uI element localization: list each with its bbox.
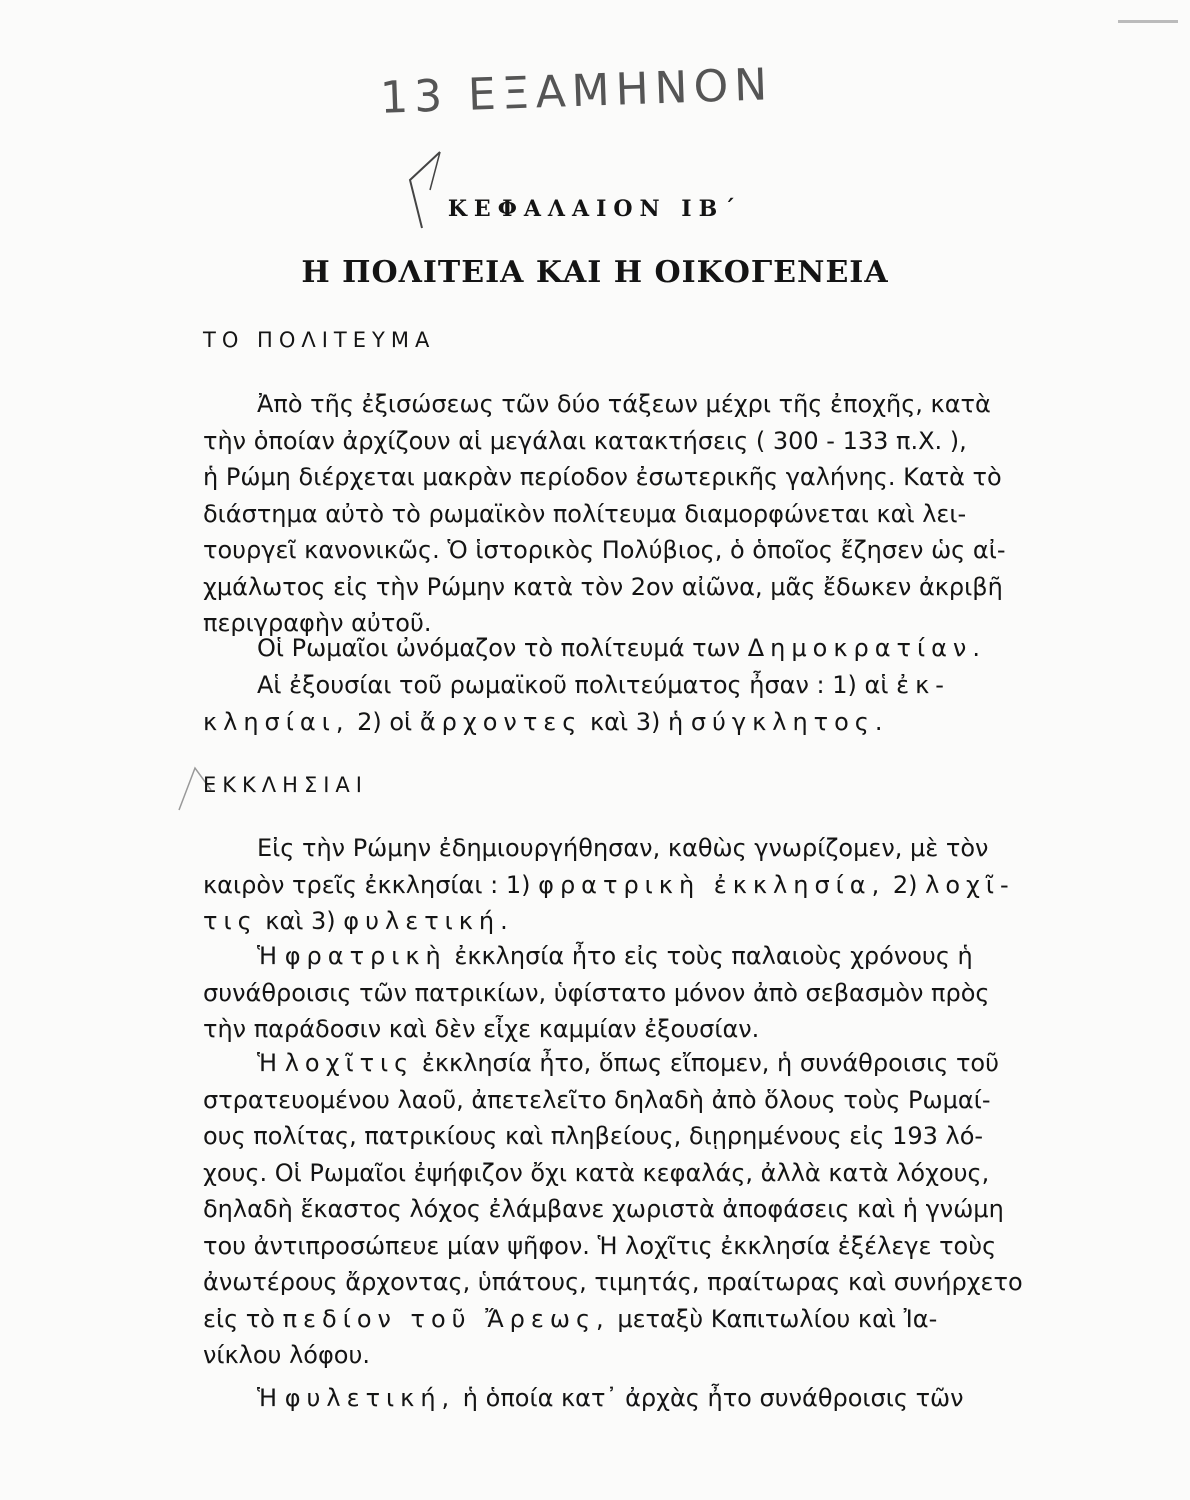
paragraph-5 [203,938,1063,1048]
text-line: του ἀντιπροσώπευε μίαν ψῆφον. Ἡ λοχῖτις ἐκκλησία ἐξέλεγε τοὺς [203,1231,997,1260]
text-run: Ἡ [257,942,278,970]
emphasis-term: ἄρχοντες [419,707,583,736]
emphasis-term: σύγκλητος. [690,707,889,736]
emphasis-term: λοχῖτις [284,1049,415,1077]
text-line: τὴν ὁποίαν ἀρχίζουν αἱ μεγάλαι κατακτήσεις ( 300 - 133 π.Χ. ), [203,426,967,455]
text-line: ἡ Ρώμη διέρχεται μακρὰν περίοδον ἐσωτερικῆς γαλήνης. Κατὰ τὸ [203,463,1002,491]
text-run: Αἱ ἐξουσίαι τοῦ ρωμαϊκοῦ πολιτεύματος ἦσαν : 1) [257,671,857,699]
text-line: ἀνωτέρους ἄρχοντας, ὑπάτους, τιμητάς, πραίτωρας καὶ συνήρχετο [203,1268,1023,1296]
handwritten-annotation: 13 ΕΞΑΜΗΝΟΝ [379,59,774,124]
text-run: καὶ 3) [265,907,336,935]
paragraph-3 [203,667,1063,740]
text-line: Ἀπὸ τῆς ἐξισώσεως τῶν δύο τάξεων μέχρι τῆς ἐποχῆς, κατὰ [257,390,991,418]
text-line: δηλαδὴ ἕκαστος λόχος ἐλάμβανε χωριστὰ ἀποφάσεις καὶ ἡ γνώμη [203,1195,1004,1223]
text-line: στρατευομένου λαοῦ, ἀπετελεῖτο δηλαδὴ ἀπὸ ὅλους τοὺς Ρωμαί- [203,1085,991,1114]
emphasis-term: λοχῖ- [925,870,1015,899]
text-line [203,704,1063,741]
emphasis-term: πεδίον τοῦ Ἄρεως, [282,1304,610,1333]
emphasis-term: Δημοκρατίαν. [747,634,986,662]
text-line: τὴν παράδοσιν καὶ δὲν εἶχε καμμίαν ἐξουσίαν. [203,1015,760,1043]
text-line: Εἰς τὴν Ρώμην ἐδημιουργήθησαν, καθὼς γνωρίζομεν, μὲ τὸν [257,834,989,862]
page-corner-mark [1108,0,1190,40]
text-run: 2) [892,870,918,899]
emphasis-term: φρατρικὴ ἐκκλησία, [538,870,886,899]
text-run: μεταξὺ Καπιτωλίου καὶ Ἰα- [617,1304,938,1333]
text-run: 2) οἱ [357,707,413,736]
text-run: ἡ ὁποία κατ᾽ ἀρχὰς ἦτο συνάθροισις τῶν [462,1384,964,1412]
text-line [203,1380,1063,1417]
text-line [203,867,1063,904]
text-run: αἱ [864,671,889,699]
text-line [203,903,1063,940]
text-line: περιγραφὴν αὐτοῦ. [203,609,432,637]
text-line: διάστημα αὐτὸ τὸ ρωμαϊκὸν πολίτευμα διαμορφώνεται καὶ λει- [203,499,967,528]
paragraph-6 [203,1045,1063,1374]
chapter-label: ΚΕΦΑΛΑΙΟΝ ΙΒ΄ [447,196,743,222]
emphasis-term: φρατρικὴ [284,942,447,970]
section-heading-politeuma: ΤΟ ΠΟΛΙΤΕΥΜΑ [203,328,436,352]
text-run: ἐκκλησία ἦτο εἰς τοὺς παλαιοὺς χρόνους ἡ [454,942,973,970]
paragraph-4 [203,830,1063,940]
paragraph-7 [203,1380,1063,1417]
text-line: συνάθροισις τῶν πατρικίων, ὑφίστατο μόνον ἀπὸ σεβασμὸν πρὸς [203,978,990,1007]
text-run: ἐκκλησία ἦτο, ὅπως εἴπομεν, ἡ συνάθροισις τοῦ [421,1049,999,1077]
emphasis-term: ἐκ- [896,671,950,699]
text-line: τουργεῖ κανονικῶς. Ὁ ἱστορικὸς Πολύβιος, ὁ ὁποῖος ἔζησεν ὡς αἰ- [203,536,1006,564]
section-heading-ekklisiai: ΕΚΚΛΗΣΙΑΙ [203,773,368,797]
text-line: χμάλωτος εἰς τὴν Ρώμην κατὰ τὸν 2ον αἰῶνα, μᾶς ἔδωκεν ἀκριβῆ [203,572,1003,601]
paragraph-1 [203,386,1063,642]
text-run: καὶ 3) ἡ [589,707,684,736]
emphasis-term: φυλετική. [343,907,514,935]
chapter-title: Η ΠΟΛΙΤΕΙΑ ΚΑΙ Η ΟΙΚΟΓΕΝΕΙΑ [301,255,889,290]
text-run: Ἡ [257,1384,278,1412]
text-line [203,630,1063,667]
text-run: εἰς τὸ [203,1304,275,1333]
emphasis-term: φυλετική, [284,1384,456,1412]
text-line [203,1045,1063,1082]
text-run: Ἡ [257,1049,278,1077]
text-line [203,1301,1063,1338]
text-run: καιρὸν τρεῖς ἐκκλησίαι : 1) [203,870,531,899]
text-line [203,938,1063,975]
text-line: ους πολίτας, πατρικίους καὶ πληβείους, διῃρημένους εἰς 193 λό- [203,1122,984,1150]
text-line: χους. Οἱ Ρωμαῖοι ἐψήφιζον ὄχι κατὰ κεφαλάς, ἀλλὰ κατὰ λόχους, [203,1158,990,1187]
emphasis-term: τις [203,907,258,935]
text-run: Οἱ Ρωμαῖοι ὠνόμαζον τὸ πολίτευμά των [257,634,741,662]
text-line: νίκλου λόφου. [203,1341,370,1369]
text-line [203,667,1063,704]
emphasis-term: κλησίαι, [203,707,350,736]
paragraph-2 [203,630,1063,667]
